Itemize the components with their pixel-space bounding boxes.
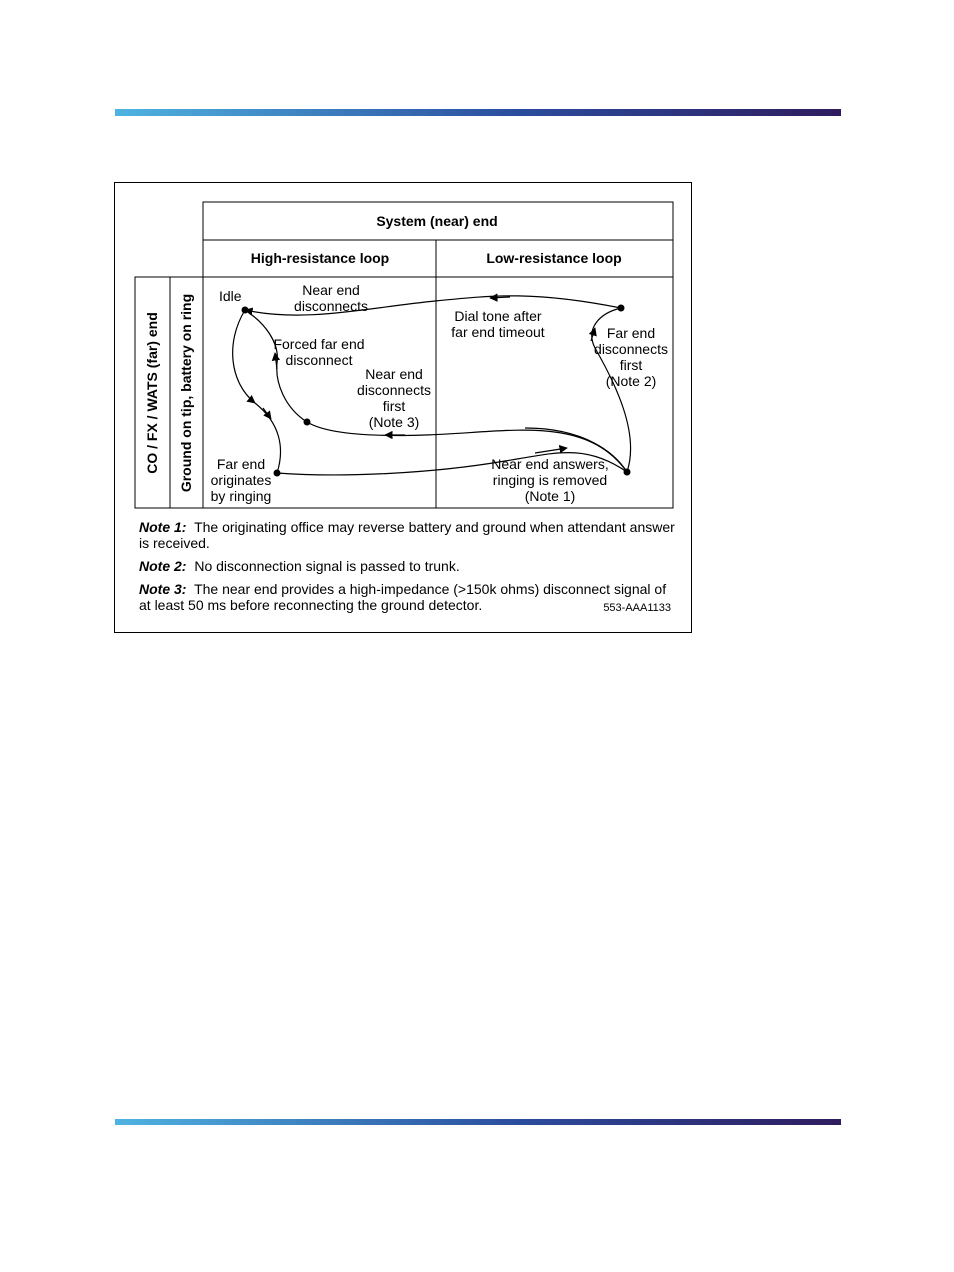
label-near-end-disconnects-1: Near end [302,282,360,298]
label-far-first-2: disconnects [594,341,668,357]
label-far-first-1: Far end [606,325,656,341]
footer-rule [115,1119,841,1125]
label-originates-2: originates [210,472,272,488]
label-originates-3: by ringing [210,488,272,504]
label-near-first-2: disconnects [357,382,431,398]
figure-code: 553-AAA1133 [603,602,671,614]
note-3-label: Note 3: [139,581,187,597]
label-answers-1: Near end answers, [491,456,609,472]
label-far-first-3: first [619,357,643,373]
note-1 [139,519,679,551]
state-dot-near-end-disc [304,419,311,426]
state-diagram [115,183,693,513]
arrowhead-dial-tone [490,297,510,298]
row-header-ground-battery: Ground on tip, battery on ring [178,293,194,493]
note-2 [139,558,679,574]
label-forced-far-end-1: Forced far end [273,336,365,352]
header-rule [115,109,841,116]
label-near-first-1: Near end [365,366,423,382]
header-high-resistance: High-resistance loop [250,250,390,266]
note-1-label: Note 1: [139,519,187,535]
label-answers-3: (Note 1) [524,488,576,504]
label-dial-tone-2: far end timeout [451,324,545,340]
label-dial-tone-1: Dial tone after [454,308,542,324]
state-dot-answers [624,469,631,476]
label-near-end-disconnects-2: disconnects [294,298,368,314]
state-dot-originates [274,470,281,477]
row-header-far-end: CO / FX / WATS (far) end [144,312,160,474]
label-far-first-4: (Note 2) [605,373,657,389]
label-near-first-4: (Note 3) [368,414,420,430]
note-1-text: The originating office may reverse battery and ground when attendant answer is received. [139,519,675,551]
label-answers-2: ringing is removed [492,472,608,488]
note-3-text: The near end provides a high-impedance (>150k ohms) disconnect signal of at least 50 ms before reconnecting the ground detector. [139,581,667,613]
note-2-label: Note 2: [139,558,187,574]
note-2-text: No disconnection signal is passed to trunk. [194,558,460,574]
arrowhead-idle-to-originates [263,408,271,419]
state-dot-idle [242,307,249,314]
note-3 [139,581,679,613]
state-dot-top-right [618,305,625,312]
arrow-idle-to-originates [233,310,281,473]
label-originates-1: Far end [216,456,266,472]
state-diagram-figure [114,182,692,633]
label-idle: Idle [219,288,242,304]
transition-arrows [233,296,631,475]
header-low-resistance: Low-resistance loop [486,250,622,266]
label-near-first-3: first [382,398,406,414]
label-forced-far-end-2: disconnect [285,352,353,368]
header-system-end: System (near) end [376,213,498,229]
